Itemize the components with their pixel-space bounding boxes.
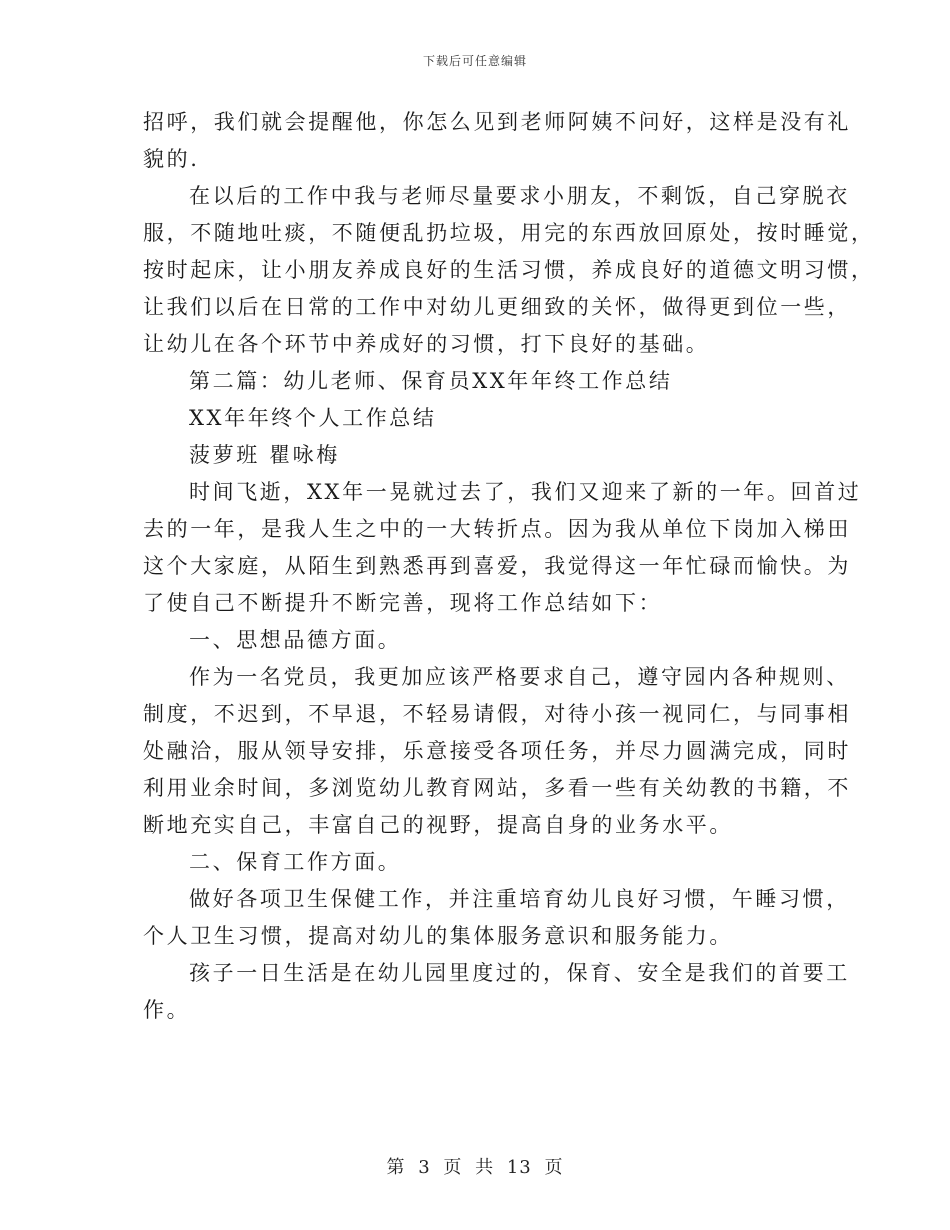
text-line: 作为一名党员，我更加应该严格要求自己，遵守园内各种规则、 xyxy=(189,665,850,689)
text-line: 去的一年，是我人生之中的一大转折点。因为我从单位下岗加入梯田 xyxy=(143,517,851,541)
text-line: 个人卫生习惯，提高对幼儿的集体服务意识和服务能力。 xyxy=(143,924,733,948)
header-note: 下载后可任意编辑 xyxy=(422,54,527,68)
text-line: 貌的. xyxy=(143,147,200,171)
text-line: 按时起床，让小朋友养成良好的生活习惯，养成良好的道德文明习惯， xyxy=(143,258,875,282)
text-line: 这个大家庭，从陌生到熟悉再到喜爱，我觉得这一年忙碌而愉快。为 xyxy=(143,554,851,578)
text-line: 断地充实自己，丰富自己的视野，提高自身的业务水平。 xyxy=(143,813,733,837)
page-number: 第 3 页 共 13 页 xyxy=(386,1157,564,1178)
text-line: 菠萝班 瞿咏梅 xyxy=(189,443,340,467)
text-line: 让幼儿在各个环节中养成好的习惯，打下良好的基础。 xyxy=(143,332,710,356)
text-line: 让我们以后在日常的工作中对幼儿更细致的关怀，做得更到位一些， xyxy=(143,295,851,319)
text-line: 利用业余时间，多浏览幼儿教育网站，多看一些有关幼教的书籍，不 xyxy=(143,776,851,800)
text-line: 第二篇：幼儿老师、保育员XX年年终工作总结 xyxy=(189,369,673,393)
text-line: 作。 xyxy=(143,998,191,1022)
text-line: 了使自己不断提升不断完善，现将工作总结如下： xyxy=(143,591,663,615)
text-line: 在以后的工作中我与老师尽量要求小朋友，不剩饭，自己穿脱衣 xyxy=(189,184,850,208)
text-line: 制度，不迟到，不早退，不轻易请假，对待小孩一视同仁，与同事相 xyxy=(143,702,851,726)
text-line: 招呼，我们就会提醒他，你怎么见到老师阿姨不问好，这样是没有礼 xyxy=(143,110,851,134)
text-line: 时间飞逝，XX年一晃就过去了，我们又迎来了新的一年。回首过 xyxy=(189,480,862,504)
text-line: 处融洽，服从领导安排，乐意接受各项任务，并尽力圆满完成，同时 xyxy=(143,739,851,763)
text-line: XX年年终个人工作总结 xyxy=(189,406,437,430)
document-body xyxy=(143,104,875,1029)
text-line: 服，不随地吐痰，不随便乱扔垃圾，用完的东西放回原处，按时睡觉， xyxy=(143,221,875,245)
text-line: 二、保育工作方面。 xyxy=(189,850,402,874)
text-line: 孩子一日生活是在幼儿园里度过的，保育、安全是我们的首要工 xyxy=(189,961,850,985)
text-line: 一、思想品德方面。 xyxy=(189,628,402,652)
text-line: 做好各项卫生保健工作，并注重培育幼儿良好习惯，午睡习惯， xyxy=(189,887,850,911)
